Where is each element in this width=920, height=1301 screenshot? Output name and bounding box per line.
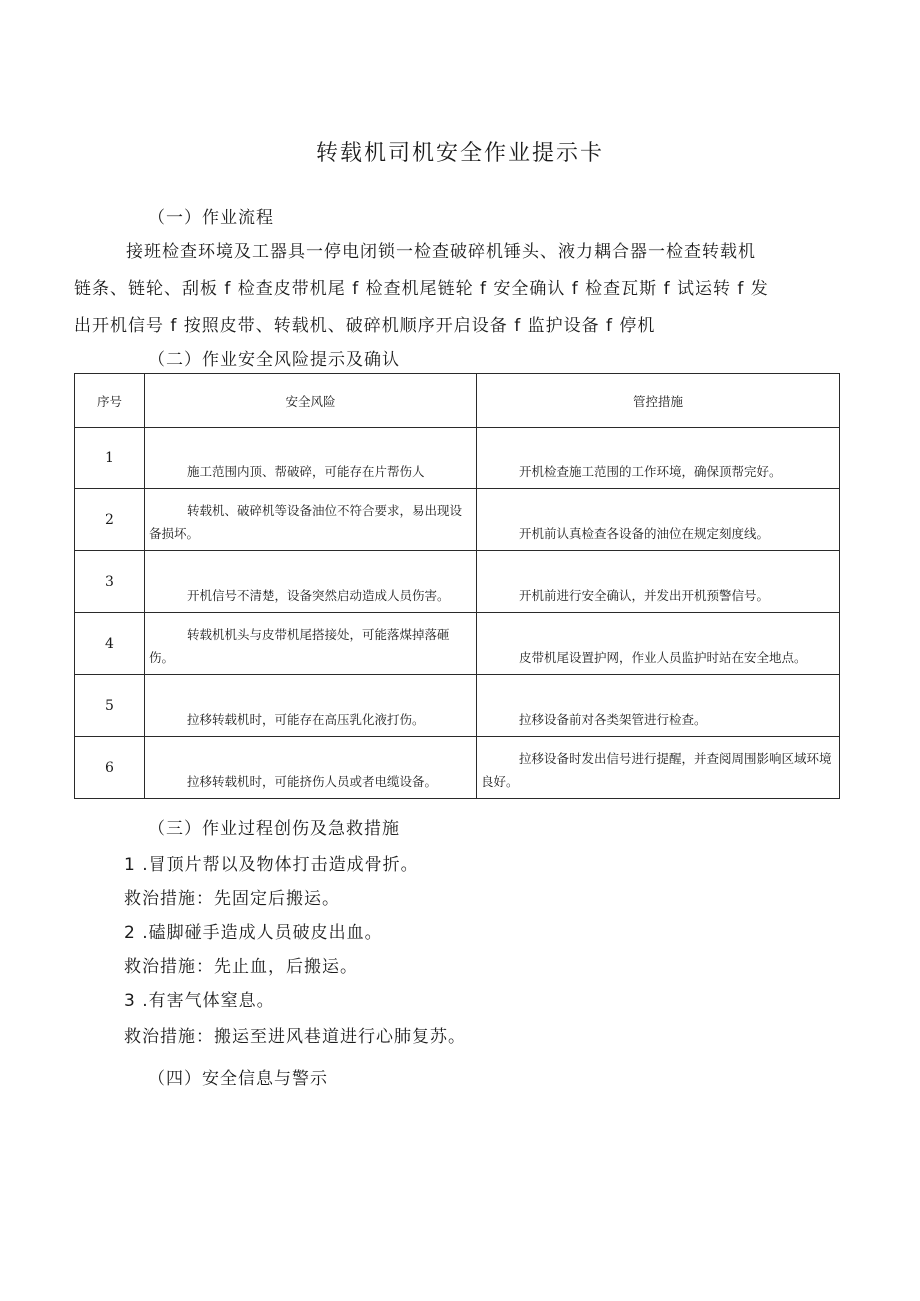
table-row xyxy=(75,675,840,737)
workflow-text xyxy=(74,234,840,345)
control-cell: 开机检查施工范围的工作环境，确保顶帮完好。 xyxy=(519,464,782,479)
row-number: 2 xyxy=(75,489,145,551)
treatment-item: 救治措施：先固定后搬运。 xyxy=(124,889,340,909)
control-cell: 开机前进行安全确认，并发出开机预警信号。 xyxy=(519,588,770,603)
risk-table xyxy=(74,373,840,799)
table-row xyxy=(75,613,840,675)
column-header-control: 管控措施 xyxy=(477,374,840,428)
page-title: 转载机司机安全作业提示卡 xyxy=(315,141,604,166)
table-row xyxy=(75,551,840,613)
injury-item: 1 .冒顶片帮以及物体打击造成骨折。 xyxy=(124,855,419,875)
row-number: 1 xyxy=(75,428,145,489)
section-heading-first-aid: （三）作业过程创伤及急救措施 xyxy=(148,819,400,839)
risk-cell: 拉移转载机时，可能挤伤人员或者电缆设备。 xyxy=(187,774,438,789)
row-number: 3 xyxy=(75,551,145,613)
risk-cell: 拉移转载机时，可能存在高压乳化液打伤。 xyxy=(187,712,425,727)
control-cell: 拉移设备时发出信号进行提醒，并查阅周围影响区域环境良好。 xyxy=(481,751,832,789)
risk-cell: 转载机机头与皮带机尾搭接处，可能落煤掉落砸伤。 xyxy=(149,627,450,665)
section-heading-workflow: （一）作业流程 xyxy=(148,208,274,228)
section-heading-safety-info: （四）安全信息与警示 xyxy=(148,1069,328,1089)
table-header-row xyxy=(75,374,840,428)
injury-item: 2 .磕脚碰手造成人员破皮出血。 xyxy=(124,923,383,943)
treatment-item: 救治措施：搬运至进风巷道进行心肺复苏。 xyxy=(124,1027,466,1047)
treatment-item: 救治措施：先止血，后搬运。 xyxy=(124,957,358,977)
workflow-line: 出开机信号 f 按照皮带、转载机、破碎机顺序开启设备 f 监护设备 f 停机 xyxy=(74,316,656,336)
table-row xyxy=(75,428,840,489)
risk-cell: 转载机、破碎机等设备油位不符合要求，易出现设备损坏。 xyxy=(149,503,463,541)
column-header-no: 序号 xyxy=(75,374,145,428)
row-number: 6 xyxy=(75,737,145,799)
control-cell: 拉移设备前对各类架管进行检查。 xyxy=(519,712,707,727)
section-heading-risk: （二）作业安全风险提示及确认 xyxy=(148,350,400,370)
risk-cell: 施工范围内顶、帮破碎，可能存在片帮伤人 xyxy=(187,464,425,479)
row-number: 5 xyxy=(75,675,145,737)
workflow-line: 链条、链轮、刮板 f 检查皮带机尾 f 检查机尾链轮 f 安全确认 f 检查瓦斯 f 试运转 f 发 xyxy=(74,279,769,299)
injury-item: 3 .有害气体窒息。 xyxy=(124,991,275,1011)
column-header-risk: 安全风险 xyxy=(145,374,477,428)
risk-cell: 开机信号不清楚，设备突然启动造成人员伤害。 xyxy=(187,588,450,603)
row-number: 4 xyxy=(75,613,145,675)
control-cell: 皮带机尾设置护网，作业人员监护时站在安全地点。 xyxy=(519,650,807,665)
workflow-line: 接班检查环境及工器具一停电闭锁一检查破碎机锤头、液力耦合器一检查转载机 xyxy=(126,242,756,262)
table-row xyxy=(75,737,840,799)
table-row xyxy=(75,489,840,551)
control-cell: 开机前认真检查各设备的油位在规定刻度线。 xyxy=(519,526,770,541)
